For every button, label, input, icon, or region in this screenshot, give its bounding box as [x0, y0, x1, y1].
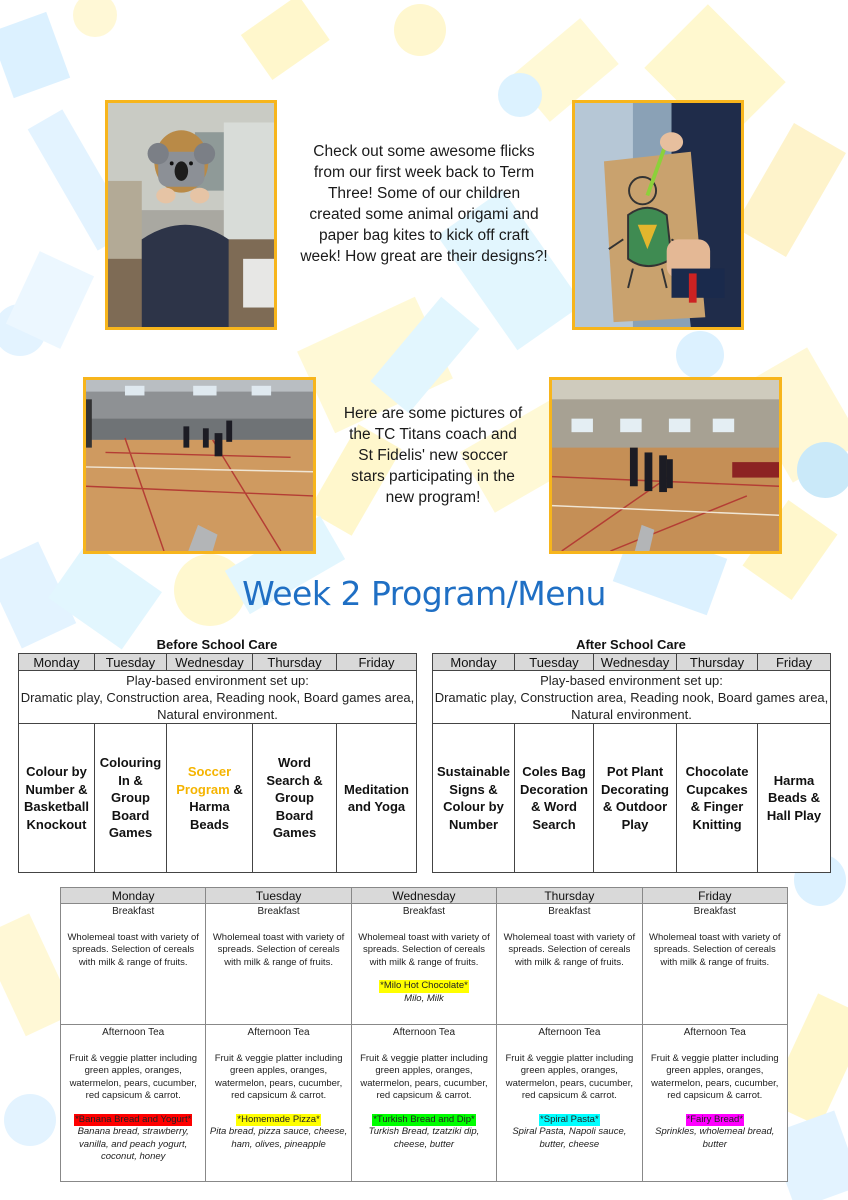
setup-line: Play-based environment set up: — [126, 672, 309, 688]
page-title: Week 2 Program/Menu — [242, 574, 606, 613]
special-note: Banana bread, strawberry, vanilla, and peach yogurt, coconut, honey — [77, 1126, 189, 1162]
day-header: Thursday — [253, 654, 337, 671]
afternoon-tea-cell — [642, 1025, 787, 1182]
meal-description: Fruit & veggie platter including green apples, oranges, watermelon, pears, cucumber, red capsicum & carrot. — [505, 1052, 634, 1101]
meal-label: Breakfast — [548, 906, 591, 917]
photo-soccer-hall-left — [83, 377, 316, 554]
afternoon-tea-cell — [351, 1025, 496, 1182]
meal-description: Fruit & veggie platter including green apples, oranges, watermelon, pears, cucumber, red capsicum & carrot. — [650, 1052, 779, 1101]
afternoon-tea-cell — [61, 1025, 206, 1182]
activity-cell: Sustainable Signs & Colour by Number — [433, 724, 515, 873]
after-care-heading: After School Care — [576, 637, 686, 652]
breakfast-cell — [642, 904, 787, 1025]
special-tag: *Homemade Pizza* — [237, 1113, 320, 1125]
activity-cell: Chocolate Cupcakes & Finger Knitting — [677, 724, 758, 873]
day-header: Tuesday — [206, 888, 351, 904]
day-header: Wednesday — [351, 888, 496, 904]
activity-rest: & Harma Beads — [189, 781, 243, 832]
photo-soccer-hall-right — [549, 377, 782, 554]
special-tag: *Turkish Bread and Dip* — [373, 1113, 475, 1125]
after-care-day-row — [433, 654, 831, 671]
photo-child-koala-mask — [105, 100, 277, 330]
activity-cell: Colour by Number & Basketball Knockout — [19, 724, 95, 873]
activity-highlight: Soccer Program — [176, 764, 232, 797]
meal-description: Wholemeal toast with variety of spreads. Selection of cereals with milk & range of fruits. — [67, 931, 199, 968]
meal-label: Breakfast — [402, 906, 446, 917]
meal-label: Afternoon Tea — [538, 1027, 601, 1038]
meal-description: Fruit & veggie platter including green apples, oranges, watermelon, pears, cucumber, red capsicum & carrot. — [69, 1052, 198, 1101]
day-header: Tuesday — [95, 654, 167, 671]
photo-child-drawing-paper-bag — [572, 100, 744, 330]
activity-cell: Meditation and Yoga — [337, 724, 417, 873]
breakfast-cell — [351, 904, 496, 1025]
activity-cell — [167, 724, 253, 873]
day-header: Wednesday — [167, 654, 253, 671]
meal-label: Breakfast — [112, 906, 155, 917]
activity-cell: Coles Bag Decoration & Word Search — [515, 724, 594, 873]
activity-cell: Word Search & Group Board Games — [253, 724, 337, 873]
food-menu-table — [60, 887, 788, 1182]
activity-cell: Harma Beads & Hall Play — [758, 724, 831, 873]
meal-label: Breakfast — [257, 906, 300, 917]
special-tag: *Spiral Pasta* — [540, 1113, 599, 1125]
day-header: Friday — [758, 654, 831, 671]
meal-label: Afternoon Tea — [683, 1027, 746, 1038]
afternoon-tea-cell — [497, 1025, 642, 1182]
day-header: Monday — [61, 888, 206, 904]
setup-line: Play-based environment set up: — [540, 672, 723, 688]
meal-label: Afternoon Tea — [247, 1027, 310, 1038]
day-header: Friday — [337, 654, 417, 671]
meal-label: Afternoon Tea — [102, 1027, 165, 1038]
before-care-table — [18, 653, 417, 873]
day-header: Friday — [642, 888, 787, 904]
special-tag: *Milo Hot Chocolate* — [380, 980, 468, 991]
before-care-setup — [19, 671, 417, 724]
special-note: Pita bread, pizza sauce, cheese, ham, olives, pineapple — [209, 1126, 348, 1150]
breakfast-cell — [497, 904, 642, 1025]
activity-cell: Pot Plant Decorating & Outdoor Play — [594, 724, 677, 873]
breakfast-cell — [61, 904, 206, 1025]
before-care-heading: Before School Care — [156, 637, 278, 652]
day-header: Thursday — [497, 888, 642, 904]
meal-label: Afternoon Tea — [392, 1027, 456, 1038]
meal-description: Wholemeal toast with variety of spreads. Selection of cereals with milk & range of fruits. — [503, 931, 636, 968]
menu-day-row — [61, 888, 788, 904]
day-header: Wednesday — [594, 654, 677, 671]
meal-description: Fruit & veggie platter including green apples, oranges, watermelon, pears, cucumber, red capsicum & carrot. — [360, 1052, 488, 1101]
special-tag: *Banana Bread and Yogurt* — [75, 1113, 192, 1125]
breakfast-cell — [206, 904, 351, 1025]
meal-description: Fruit & veggie platter including green apples, oranges, watermelon, pears, cucumber, red capsicum & carrot. — [214, 1052, 343, 1101]
afternoon-tea-row — [61, 1025, 788, 1182]
day-header: Thursday — [677, 654, 758, 671]
meal-description: Wholemeal toast with variety of spreads. Selection of cereals with milk & range of fruits. — [358, 931, 490, 968]
after-care-setup — [433, 671, 831, 724]
meal-description: Wholemeal toast with variety of spreads. Selection of cereals with milk & range of fruits. — [649, 931, 781, 968]
after-care-table — [432, 653, 831, 873]
craft-week-caption: Check out some awesome flicks from our first week back to Term Three! Some of our children created some animal origami and paper bag kites to kick off craft week! How great are their designs?! — [300, 143, 548, 265]
special-note: Turkish Bread, tzatziki dip, cheese, butter — [368, 1126, 480, 1150]
special-note: Spiral Pasta, Napoli sauce, butter, cheese — [512, 1126, 627, 1150]
meal-description: Wholemeal toast with variety of spreads. Selection of cereals with milk & range of fruits. — [212, 931, 345, 968]
special-note: Milo, Milk — [404, 992, 444, 1004]
setup-line: Dramatic play, Construction area, Reading nook, Board games area, Natural environment. — [434, 689, 829, 722]
special-note: Sprinkles, wholemeal bread, butter — [655, 1126, 775, 1150]
soccer-program-caption: Here are some pictures of the TC Titans coach and St Fidelis' new soccer stars participating in the new program! — [343, 405, 523, 506]
day-header: Tuesday — [515, 654, 594, 671]
breakfast-row — [61, 904, 788, 1025]
activity-cell: Colouring In & Group Board Games — [95, 724, 167, 873]
day-header: Monday — [19, 654, 95, 671]
setup-line: Dramatic play, Construction area, Reading nook, Board games area, Natural environment. — [20, 689, 415, 722]
afternoon-tea-cell — [206, 1025, 351, 1182]
before-care-day-row — [19, 654, 417, 671]
day-header: Monday — [433, 654, 515, 671]
meal-label: Breakfast — [693, 906, 736, 917]
special-tag: *Fairy Bread* — [686, 1113, 744, 1125]
